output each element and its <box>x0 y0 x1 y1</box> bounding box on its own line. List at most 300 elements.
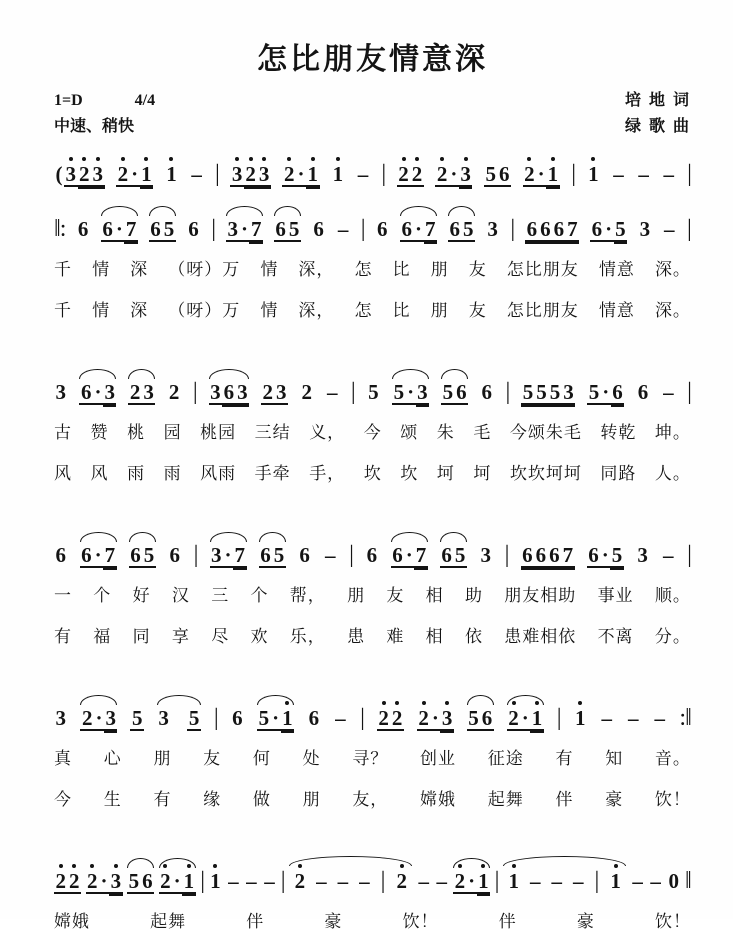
note-char: · <box>224 543 232 568</box>
note-token <box>400 219 437 242</box>
lyric-syllable: 朱 <box>436 423 455 443</box>
note-char: 2 <box>160 869 171 894</box>
lyric-syllable: 深。 <box>654 260 691 280</box>
note-token <box>521 382 575 405</box>
key-signature: 1=D <box>54 92 83 109</box>
lyric-syllable: 征途 <box>487 749 524 769</box>
lyric-line <box>54 581 691 606</box>
lyric-syllable: 生 <box>103 790 122 810</box>
note-token <box>649 871 663 892</box>
note-char: 6 <box>55 543 66 568</box>
lyric-syllable: 深， <box>298 301 335 321</box>
barline: | <box>211 216 215 243</box>
lyric-syllable: 人。 <box>654 464 691 484</box>
note-char: 3 <box>158 706 169 731</box>
note-char: 7 <box>234 543 246 568</box>
note-char: 2 <box>245 162 256 187</box>
note-char: 5 <box>163 217 175 242</box>
lyric-syllable: 坷 <box>473 464 492 484</box>
lyric-syllable: 三 <box>211 586 230 606</box>
note-char: 1 <box>210 869 221 894</box>
note-char: 6 <box>540 217 551 242</box>
lyric-syllable: 一 <box>54 586 72 606</box>
lyric-syllable: 朋 <box>347 586 366 606</box>
lyric-syllable: 福 <box>93 627 112 647</box>
note-token <box>54 545 68 566</box>
note-char: – <box>664 217 675 242</box>
note-char: 1 <box>282 706 293 731</box>
system-2 <box>54 363 691 484</box>
note-char: 3 <box>231 162 243 187</box>
lyric-syllable: 事业 <box>597 586 634 606</box>
note-token <box>653 708 667 729</box>
note-token <box>334 708 348 729</box>
lyric-syllable: 同路 <box>600 464 637 484</box>
lyric-syllable: 何 <box>252 749 271 769</box>
note-char: · <box>602 380 610 405</box>
composer-credit: 绿 歌 曲 <box>624 117 691 135</box>
note-char: 6 <box>299 543 310 568</box>
note-char: 5 <box>258 706 270 731</box>
note-token <box>587 164 601 185</box>
note-char: 5 <box>442 380 454 405</box>
barline: | <box>504 542 509 569</box>
note-token <box>521 545 575 568</box>
note-char: 3 <box>637 543 648 568</box>
lyric-syllable: 嫦娥 <box>420 790 457 810</box>
note-char: 2 <box>55 869 66 894</box>
note-token <box>486 219 500 240</box>
lyric-syllable: 有 <box>54 627 72 647</box>
note-token <box>417 708 454 731</box>
system-1 <box>54 145 691 321</box>
barline: | <box>571 161 576 188</box>
note-char: – <box>316 869 327 894</box>
music-line <box>54 200 691 251</box>
note-char: 2 <box>283 162 295 187</box>
note-char: · <box>605 217 613 242</box>
note-char: 5 <box>188 706 200 731</box>
note-token <box>392 382 429 405</box>
note-token <box>467 708 494 731</box>
lyric-syllable: 今 <box>363 423 382 443</box>
note-char: 7 <box>567 217 578 242</box>
note-char: 5 <box>454 543 466 568</box>
note-char: 6 <box>481 380 493 405</box>
note-char: – <box>663 380 674 405</box>
barline: | <box>200 868 205 895</box>
note-token <box>149 219 176 242</box>
note-char: 2 <box>398 162 409 187</box>
lyric-syllable: （呀）万 <box>168 260 241 280</box>
note-token <box>600 708 614 729</box>
barline: | <box>687 161 691 188</box>
note-token <box>54 871 81 894</box>
note-char: – <box>436 869 448 894</box>
barline: | <box>381 161 386 188</box>
note-token <box>190 164 204 185</box>
note-char: – <box>650 869 661 894</box>
note-char: · <box>521 706 529 731</box>
lyric-line <box>54 785 691 810</box>
lyric-syllable: 赞 <box>90 423 109 443</box>
note-token <box>662 164 676 185</box>
note-char: – <box>337 217 349 242</box>
note-token <box>336 219 350 240</box>
note-token <box>435 871 449 892</box>
note-token <box>662 545 676 566</box>
note-token <box>587 545 624 568</box>
note-token <box>312 219 326 240</box>
note-char: 2 <box>418 706 429 731</box>
lyric-syllable: 比 <box>392 260 411 280</box>
tempo-marking: 中速、稍快 <box>54 117 135 135</box>
note-char: 2 <box>69 869 80 894</box>
lyric-syllable: 缘 <box>203 790 222 810</box>
lyric-syllable: 手牵 <box>254 464 291 484</box>
note-char: · <box>537 162 545 187</box>
note-char: 1 <box>588 162 599 187</box>
note-char: 3 <box>211 543 222 568</box>
note-char: 2 <box>411 162 423 187</box>
note-token <box>209 871 223 892</box>
lyric-syllable: 朋 <box>430 260 449 280</box>
lyric-syllable: 心 <box>103 749 122 769</box>
note-char: · <box>405 543 413 568</box>
note-char: – <box>337 869 349 894</box>
note-char: 2 <box>168 380 180 405</box>
lyric-syllable: 手， <box>309 464 346 484</box>
lyric-syllable: 有 <box>153 790 172 810</box>
lyric-syllable: 伴 <box>246 912 265 932</box>
note-char: 5 <box>611 543 623 568</box>
note-token <box>376 219 390 240</box>
barline: | <box>687 542 691 569</box>
barline: ‖ <box>685 868 691 895</box>
lyric-syllable: 朋 <box>153 749 172 769</box>
note-char: 1 <box>166 162 177 187</box>
note-char: 6 <box>366 543 378 568</box>
note-char: 6 <box>535 543 547 568</box>
note-char: – <box>326 380 338 405</box>
lyric-syllable: 患 <box>347 627 366 647</box>
note-char: – <box>418 869 429 894</box>
note-char: 6 <box>150 217 161 242</box>
lyric-syllable: 寻？ <box>352 749 389 769</box>
lyric-syllable: 豪 <box>576 912 595 932</box>
note-token <box>587 382 624 405</box>
note-char: 6 <box>637 380 649 405</box>
lyric-syllable: 友 <box>468 260 487 280</box>
note-char: 2 <box>79 162 90 187</box>
lyric-syllable: 汉 <box>171 586 190 606</box>
system-3 <box>54 526 691 647</box>
lyric-syllable: 深 <box>130 301 149 321</box>
note-char: 5 <box>462 217 474 242</box>
note-char: · <box>468 869 476 894</box>
note-char: 3 <box>110 869 122 894</box>
note-char: 2 <box>378 706 389 731</box>
note-token <box>263 871 277 892</box>
note-token <box>612 164 626 185</box>
note-token <box>453 871 490 894</box>
note-char: 5 <box>368 380 379 405</box>
lyric-syllable: 嫦娥 <box>54 912 90 932</box>
note-char: 3 <box>480 543 491 568</box>
note-token <box>79 382 116 405</box>
lyric-syllable: 坤。 <box>654 423 691 443</box>
note-token <box>503 869 626 893</box>
page-title: 怎比朋友情意深 <box>257 43 488 76</box>
note-char: 6 <box>188 217 199 242</box>
note-token <box>157 708 201 731</box>
note-token <box>417 871 431 892</box>
lyric-syllable: 情 <box>260 260 279 280</box>
note-token <box>480 382 494 403</box>
lyric-syllable: 转乾 <box>600 423 637 443</box>
note-char: 7 <box>125 217 137 242</box>
lyric-syllable: 桃园 <box>200 423 237 443</box>
note-char: 1 <box>575 706 586 731</box>
note-char: 2 <box>81 706 93 731</box>
note-char: 5 <box>128 869 140 894</box>
lyric-syllable: 朋 <box>430 301 449 321</box>
lyric-syllable: 坎坎坷坷 <box>509 464 582 484</box>
lyric-line <box>54 622 691 647</box>
note-char: · <box>131 162 139 187</box>
lyric-syllable: 欢 <box>250 627 269 647</box>
note-char: 3 <box>487 217 498 242</box>
note-char: – <box>246 869 257 894</box>
lyric-syllable: 坎 <box>363 464 382 484</box>
note-char: 6 <box>591 217 603 242</box>
note-char: 6 <box>588 543 599 568</box>
lyric-line <box>54 744 691 769</box>
note-token <box>54 382 68 403</box>
lyric-line <box>54 255 691 280</box>
note-char: 7 <box>104 543 116 568</box>
lyric-syllable: 知 <box>605 749 624 769</box>
note-char: – <box>359 869 370 894</box>
lyric-syllable: 怎 <box>354 301 373 321</box>
note-token <box>167 382 181 403</box>
note-token <box>448 219 475 242</box>
note-char: · <box>94 380 102 405</box>
note-token <box>165 164 179 185</box>
note-char: 3 <box>417 380 428 405</box>
note-token <box>298 545 312 566</box>
lyric-syllable: 怎 <box>354 260 373 280</box>
lyric-line <box>54 296 691 321</box>
note-char: 6 <box>498 162 510 187</box>
note-char: – <box>324 543 336 568</box>
lyric-syllable: 深 <box>130 260 149 280</box>
lyric-syllable: （呀）万 <box>168 301 241 321</box>
note-char: 2 <box>524 162 535 187</box>
lyric-syllable: 雨 <box>163 464 182 484</box>
lyric-syllable: 起舞 <box>487 790 524 810</box>
note-token <box>127 871 154 894</box>
note-char: – <box>191 162 202 187</box>
note-char: 2 <box>129 380 141 405</box>
lyric-syllable: 千 <box>54 260 72 280</box>
note-char: – <box>357 162 369 187</box>
lyric-syllable: 不离 <box>597 627 634 647</box>
lyric-syllable: 风 <box>90 464 109 484</box>
note-char: 6 <box>142 869 153 894</box>
note-token <box>391 545 428 568</box>
barline: | <box>350 379 355 406</box>
note-char: 1 <box>307 162 318 187</box>
note-char: 1 <box>141 162 152 187</box>
lyric-syllable: 顺。 <box>654 586 691 606</box>
note-char: 6 <box>308 706 320 731</box>
note-char: · <box>100 869 108 894</box>
note-char: 5 <box>485 162 496 187</box>
note-char: 2 <box>262 380 274 405</box>
note-char: · <box>240 217 248 242</box>
note-token <box>257 708 294 731</box>
note-char: 6 <box>456 380 467 405</box>
lyric-syllable: 助 <box>464 586 483 606</box>
lyric-syllable: 桃 <box>127 423 146 443</box>
note-token <box>435 164 472 187</box>
note-char: – <box>613 162 624 187</box>
note-char: 6 <box>80 380 92 405</box>
note-char: – <box>601 706 612 731</box>
lyric-syllable: 帮， <box>289 586 326 606</box>
lyric-syllable: 享 <box>171 627 190 647</box>
note-char: – <box>627 706 639 731</box>
note-token <box>116 164 153 187</box>
lyric-syllable: 千 <box>54 301 72 321</box>
lyric-syllable: 豪 <box>605 790 624 810</box>
lyric-syllable: 难 <box>386 627 405 647</box>
barline: | <box>349 542 353 569</box>
note-token <box>638 219 652 240</box>
score-body <box>54 145 691 932</box>
lyric-syllable: 尽 <box>211 627 230 647</box>
header-meta <box>54 88 691 139</box>
note-char: · <box>173 869 181 894</box>
note-char: 5 <box>131 706 143 731</box>
lyric-syllable: 深， <box>298 260 335 280</box>
note-char: 6 <box>130 543 141 568</box>
note-char: · <box>407 380 415 405</box>
music-line <box>54 526 691 577</box>
note-char: 6 <box>441 543 452 568</box>
lyric-syllable: 有 <box>555 749 574 769</box>
note-char: 5 <box>273 543 285 568</box>
barline: | <box>192 379 197 406</box>
barline: | <box>687 379 691 406</box>
note-char: 6 <box>522 543 533 568</box>
note-char: – <box>654 706 665 731</box>
note-token <box>282 164 319 187</box>
note-char: 6 <box>313 217 324 242</box>
note-char: 6 <box>549 543 560 568</box>
note-char: – <box>228 869 239 894</box>
note-token <box>323 545 337 566</box>
note-char: 7 <box>562 543 574 568</box>
note-char: 3 <box>65 162 76 187</box>
note-char: 1 <box>508 869 519 894</box>
note-token <box>523 164 560 187</box>
barline: | <box>556 705 561 732</box>
barline: | <box>193 542 198 569</box>
note-char: 1 <box>531 706 543 731</box>
note-char: 3 <box>563 380 574 405</box>
lyric-syllable: 颂 <box>400 423 419 443</box>
note-token <box>636 382 650 403</box>
note-token <box>168 545 182 566</box>
lyric-syllable: 毛 <box>473 423 492 443</box>
note-token <box>507 708 544 731</box>
note-char: 5 <box>536 380 547 405</box>
lyricist-credit: 培 地 词 <box>624 92 691 109</box>
note-char: 3 <box>55 380 66 405</box>
lyric-syllable: 伴 <box>498 912 517 932</box>
note-char: 6 <box>612 380 623 405</box>
lyric-syllable: 情 <box>92 301 111 321</box>
note-char: 6 <box>77 217 89 242</box>
barline: | <box>213 705 218 732</box>
note-char: 2 <box>294 869 306 894</box>
note-token <box>637 164 651 185</box>
note-char: – <box>530 869 541 894</box>
note-char: 3 <box>237 380 248 405</box>
barline: | <box>360 216 365 243</box>
note-token <box>129 545 156 568</box>
lyric-syllable: 饮！ <box>402 912 439 932</box>
note-token <box>631 871 645 892</box>
note-char: 0 <box>668 869 679 894</box>
barline: | <box>494 868 499 895</box>
note-token <box>226 219 263 242</box>
note-token <box>365 545 379 566</box>
lyric-syllable: 朋 <box>302 790 321 810</box>
lyric-syllable: 情 <box>260 301 279 321</box>
note-char: 3 <box>227 217 238 242</box>
note-char: 2 <box>396 869 407 894</box>
note-char: 6 <box>553 217 565 242</box>
note-char: 7 <box>415 543 427 568</box>
lyric-syllable: 相 <box>425 586 444 606</box>
barline: | <box>360 705 364 732</box>
lyric-syllable: 友 <box>386 586 405 606</box>
music-line <box>54 689 691 740</box>
note-token <box>662 382 676 403</box>
note-token <box>525 219 579 242</box>
lyric-line <box>54 459 691 484</box>
lyric-syllable: 好 <box>132 586 151 606</box>
note-char: 2 <box>436 162 448 187</box>
note-char: 6 <box>481 706 493 731</box>
credits-block <box>625 88 691 139</box>
key-tempo-block <box>54 88 155 139</box>
lyric-syllable: 相 <box>425 627 444 647</box>
note-char: 6 <box>275 217 286 242</box>
note-char: 6 <box>232 706 243 731</box>
music-line <box>54 145 691 196</box>
note-token <box>484 164 511 187</box>
lyric-syllable: 饮！ <box>654 912 691 932</box>
note-token <box>307 708 321 729</box>
note-char: 6 <box>449 217 460 242</box>
note-char: · <box>450 162 458 187</box>
note-token <box>367 382 381 403</box>
note-char: 7 <box>425 217 436 242</box>
